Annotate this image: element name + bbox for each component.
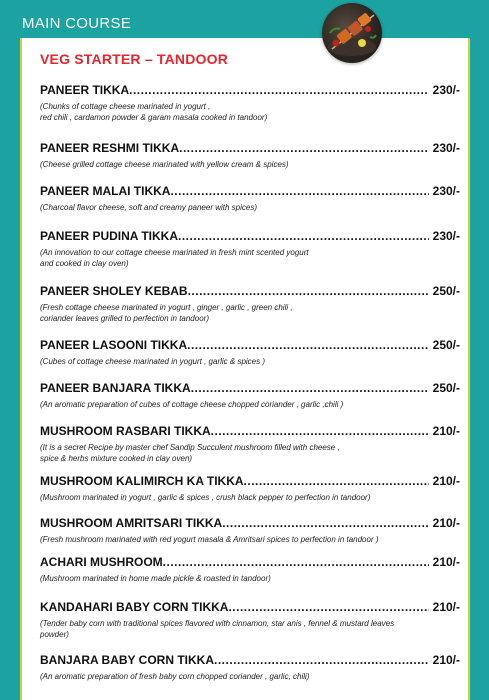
item-description: (Mushroom marinated in home made pickle & roasted in tandoor) [40, 574, 271, 583]
leader-dots [129, 83, 429, 97]
menu-item [40, 424, 460, 464]
item-price: 230/- [432, 83, 460, 97]
item-price: 250/- [432, 381, 460, 395]
menu-item [40, 184, 460, 213]
item-description: (An aromatic preparation of fresh baby corn chopped coriander , garlic, chili) [40, 672, 310, 681]
menu-item [40, 83, 460, 123]
leader-dots [214, 653, 429, 667]
menu-item-row [40, 555, 460, 569]
menu-item-row [40, 284, 460, 298]
item-description: (Chunks of cottage cheese marinated in yogurt , red chili , cardamon powder & garam masala cooked in tandoor) [40, 102, 268, 122]
item-name: MUSHROOM KALIMIRCH KA TIKKA [40, 474, 244, 488]
item-price: 210/- [432, 555, 460, 569]
menu-item-row [40, 83, 460, 97]
tikka-skewer-image [322, 3, 382, 63]
menu-item [40, 141, 460, 170]
header-label: MAIN COURSE [22, 15, 132, 32]
item-price: 230/- [432, 141, 460, 155]
item-price: 210/- [432, 474, 460, 488]
leader-dots [179, 141, 429, 155]
menu-item-row [40, 184, 460, 198]
menu-item [40, 284, 460, 324]
item-name: MUSHROOM AMRITSARI TIKKA [40, 516, 223, 530]
menu-item [40, 555, 460, 584]
leader-dots [244, 474, 429, 488]
item-name: ACHARI MUSHROOM [40, 555, 163, 569]
item-description: (Fresh mushroom marinated with red yogurt masala & Amritsari spices to perfection in tandoor ) [40, 535, 379, 544]
menu-item [40, 474, 460, 503]
item-description: (Charcoal flavor cheese, soft and creamy paneer with spices) [40, 203, 257, 212]
item-description: (Mushroom marinated in yogurt , garlic & spices , crush black pepper to perfection in tandoor) [40, 493, 371, 502]
item-name: KANDAHARI BABY CORN TIKKA [40, 600, 229, 614]
leader-dots [222, 516, 428, 530]
menu-item-row [40, 474, 460, 488]
item-description: (An aromatic preparation of cubes of cottage cheese chopped coriander , garlic ,chili ) [40, 400, 344, 409]
item-price: 210/- [432, 653, 460, 667]
menu-item-row [40, 424, 460, 438]
item-price: 250/- [432, 284, 460, 298]
leader-dots [187, 338, 429, 352]
menu-item-row [40, 381, 460, 395]
leader-dots [228, 600, 428, 614]
item-name: PANEER BANJARA TIKKA [40, 381, 191, 395]
menu-item-row [40, 516, 460, 530]
menu-item [40, 653, 460, 682]
item-description: (Cheese grilled cottage cheese marinated with yellow cream & spices) [40, 160, 289, 169]
menu-item [40, 600, 460, 640]
leader-dots [163, 555, 429, 569]
item-name: BANJARA BABY CORN TIKKA [40, 653, 215, 667]
item-price: 250/- [432, 338, 460, 352]
menu-item [40, 229, 460, 269]
item-description: (Tender baby corn with traditional spices flavored with cinnamon, star anis , fennel & mustard leaves powder) [40, 619, 395, 639]
item-price: 210/- [432, 516, 460, 530]
item-name: PANEER LASOONI TIKKA [40, 338, 188, 352]
leader-dots [178, 229, 429, 243]
dish-photo [322, 3, 382, 63]
menu-item [40, 516, 460, 545]
menu-item-row [40, 229, 460, 243]
item-name: PANEER RESHMI TIKKA [40, 141, 180, 155]
item-name: PANEER MALAI TIKKA [40, 184, 171, 198]
item-name: PANEER SHOLEY KEBAB [40, 284, 188, 298]
menu-item-row [40, 653, 460, 667]
item-name: MUSHROOM RASBARI TIKKA [40, 424, 211, 438]
leader-dots [191, 381, 429, 395]
item-name: PANEER PUDINA TIKKA [40, 229, 179, 243]
item-description: (It is a secret Recipe by master chef Sandip Succulent mushroom filled with cheese , spice & herbs mixture cooked in clay oven) [40, 443, 340, 463]
item-name: PANEER TIKKA [40, 83, 130, 97]
item-price: 230/- [432, 184, 460, 198]
leader-dots [211, 424, 429, 438]
item-price: 210/- [432, 600, 460, 614]
leader-dots [188, 284, 429, 298]
item-description: (An innovation to our cottage cheese marinated in fresh mint scented yogurt and cooked in clay oven) [40, 248, 309, 268]
item-price: 210/- [432, 424, 460, 438]
leader-dots [170, 184, 428, 198]
item-description: (Fresh cottage cheese marinated in yogurt , ginger , garlic , green chili , coriander leaves grilled to perfection in tandoor) [40, 303, 293, 323]
menu-item-row [40, 338, 460, 352]
item-description: (Cubes of cottage cheese marinated in yogurt , garlic & spices ) [40, 357, 265, 366]
menu-item-row [40, 600, 460, 614]
menu-item [40, 381, 460, 410]
menu-item-row [40, 141, 460, 155]
section-title: VEG STARTER – TANDOOR [40, 51, 229, 67]
menu-item [40, 338, 460, 367]
item-price: 230/- [432, 229, 460, 243]
